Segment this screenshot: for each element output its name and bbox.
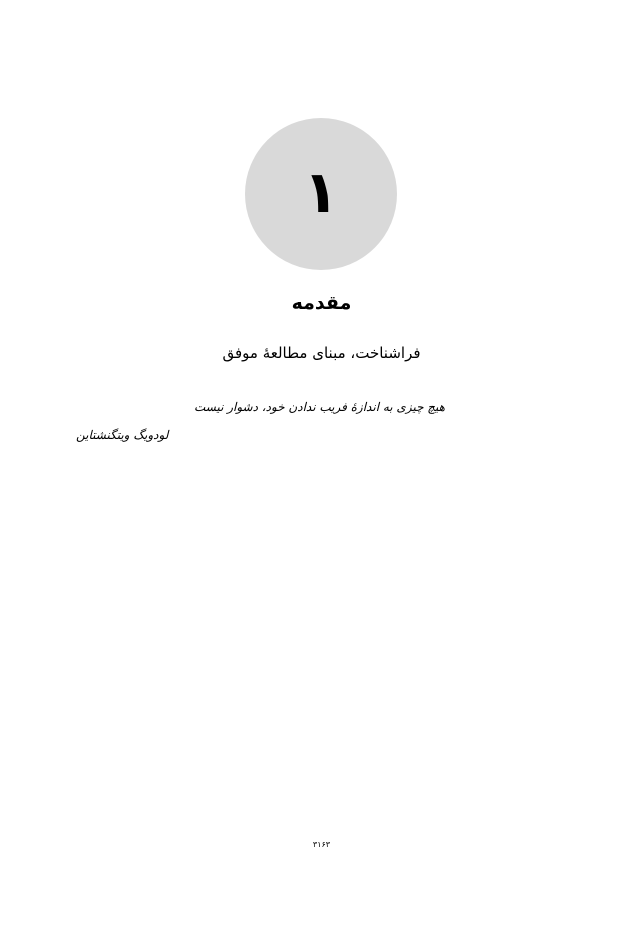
chapter-number: ۱ [303, 158, 339, 226]
epigraph-author: لودویگ ویتگنشتاین [76, 428, 169, 442]
page-number: ۳۱۶۳ [312, 840, 331, 849]
chapter-number-badge [245, 118, 397, 270]
epigraph-quote: هیچ چیزی به اندازۀ فریب ندادن خود، دشوار نیست [193, 400, 445, 414]
chapter-subtitle: فراشناخت، مبنای مطالعۀ موفق [222, 344, 421, 362]
chapter-title: مقدمه [291, 292, 352, 314]
